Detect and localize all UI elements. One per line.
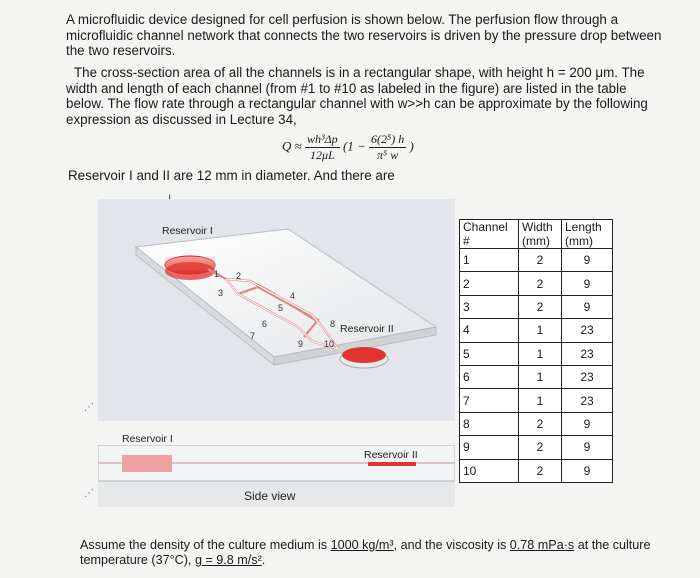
cell-channel: 5 <box>460 342 519 365</box>
side-view-figure <box>98 433 455 507</box>
assumptions-paragraph <box>80 538 660 568</box>
cell-length: 9 <box>562 249 613 272</box>
cell-channel: 2 <box>460 272 519 295</box>
cell-width: 2 <box>519 459 562 482</box>
table-row <box>460 295 613 318</box>
side-label-reservoir-2: Reservoir II <box>364 449 418 461</box>
channel-number-4: 4 <box>290 291 296 301</box>
formula-denominator-2: π⁵ w <box>377 148 399 162</box>
cell-width: 1 <box>519 389 562 412</box>
reservoir-1-shape <box>165 256 215 280</box>
device-illustration <box>98 199 455 421</box>
formula-numerator-2: 6(2⁵) h <box>371 132 405 146</box>
flow-rate-formula <box>282 132 414 163</box>
side-view-reservoir-2 <box>368 462 416 466</box>
cell-channel: 10 <box>460 459 519 482</box>
axis-orientation-icon-side: ⋰ <box>84 488 94 499</box>
cell-length: 9 <box>562 436 613 459</box>
formula-close: ) <box>409 138 414 154</box>
cell-channel: 7 <box>460 389 519 412</box>
table-header-row <box>460 220 613 249</box>
table-row <box>460 365 613 388</box>
reservoir-diameter-line: Reservoir I and II are 12 mm in diameter. And there are <box>68 168 395 183</box>
cell-length: 9 <box>562 295 613 318</box>
cell-length: 23 <box>562 342 613 365</box>
cell-width: 1 <box>519 342 562 365</box>
formula-fraction-2 <box>369 132 406 163</box>
cell-length: 9 <box>562 272 613 295</box>
cell-width: 2 <box>519 412 562 435</box>
channel-number-7: 7 <box>250 331 256 341</box>
cell-channel: 8 <box>460 412 519 435</box>
table-row <box>460 436 613 459</box>
cell-width: 2 <box>519 249 562 272</box>
side-view-label: Side view <box>244 489 296 503</box>
header-channel: Channel # <box>460 220 519 249</box>
figure-label-reservoir-1: Reservoir I <box>162 225 213 237</box>
channel-number-6: 6 <box>262 319 268 329</box>
cell-width: 2 <box>519 272 562 295</box>
intro-paragraph-1: A microfluidic device designed for cell perfusion is shown below. The perfusion flow through a microfluidic channel network that connects the two reservoirs is driven by the pressure drop between the two reservoirs. <box>66 12 662 59</box>
footer-text-4: . <box>261 553 266 567</box>
channel-number-1: 1 <box>214 269 220 279</box>
footer-text-2: , and the viscosity is <box>393 538 510 552</box>
viscosity-value: 0.78 mPa·s <box>509 538 575 552</box>
table-row <box>460 319 613 342</box>
channel-number-10: 10 <box>324 339 335 349</box>
cell-channel: 4 <box>460 319 519 342</box>
table-row <box>460 249 613 272</box>
footer-text-1: Assume the density of the culture medium is <box>80 538 331 552</box>
axis-orientation-icon: ⋰ <box>84 402 94 413</box>
formula-lhs: Q ≈ <box>282 138 302 154</box>
formula-fraction-1 <box>305 132 340 163</box>
figure-label-reservoir-2: Reservoir II <box>340 323 394 335</box>
cell-channel: 6 <box>460 365 519 388</box>
reservoir-2-shape <box>340 347 388 368</box>
cell-channel: 3 <box>460 295 519 318</box>
cell-width: 2 <box>519 436 562 459</box>
channel-dimensions-table <box>459 219 613 483</box>
channel-number-8: 8 <box>330 319 336 329</box>
header-width: Width (mm) <box>519 220 562 249</box>
channel-number-2: 2 <box>236 271 242 281</box>
device-figure <box>98 199 455 421</box>
cell-width: 1 <box>519 365 562 388</box>
formula-numerator: wh³Δp <box>307 132 338 146</box>
channel-number-9: 9 <box>298 339 304 349</box>
channel-number-3: 3 <box>218 288 224 298</box>
side-label-reservoir-1: Reservoir I <box>122 433 173 445</box>
header-length: Length (mm) <box>562 220 613 249</box>
table-row <box>460 459 613 482</box>
cell-length: 9 <box>562 412 613 435</box>
cell-length: 23 <box>562 365 613 388</box>
density-value: 1000 kg/m³ <box>330 538 394 552</box>
cell-length: 23 <box>562 389 613 412</box>
table-row <box>460 412 613 435</box>
footer-text-3: at the culture temperature (37°C), <box>80 538 651 567</box>
cell-channel: 1 <box>460 249 519 272</box>
gravity-value: g = 9.8 m/s² <box>194 553 262 567</box>
cell-width: 2 <box>519 295 562 318</box>
table-row <box>460 272 613 295</box>
channel-number-5: 5 <box>278 303 284 313</box>
cell-width: 1 <box>519 319 562 342</box>
side-view-reservoir-1 <box>122 455 172 472</box>
cell-length: 23 <box>562 319 613 342</box>
intro-paragraph-2: The cross-section area of all the channels is in a rectangular shape, with height h = 200 μm. The width and length of each channel (from #1 to #10 as labeled in the figure) are listed in the table below. The flow rate through a rectangular channel with w>>h can be approximate by the following expression as discussed in Lecture 34, <box>66 65 648 127</box>
cell-channel: 9 <box>460 436 519 459</box>
formula-open: (1 − <box>342 138 366 154</box>
cell-length: 9 <box>562 459 613 482</box>
table-row <box>460 389 613 412</box>
formula-denominator: 12μL <box>310 148 335 162</box>
table-row <box>460 342 613 365</box>
